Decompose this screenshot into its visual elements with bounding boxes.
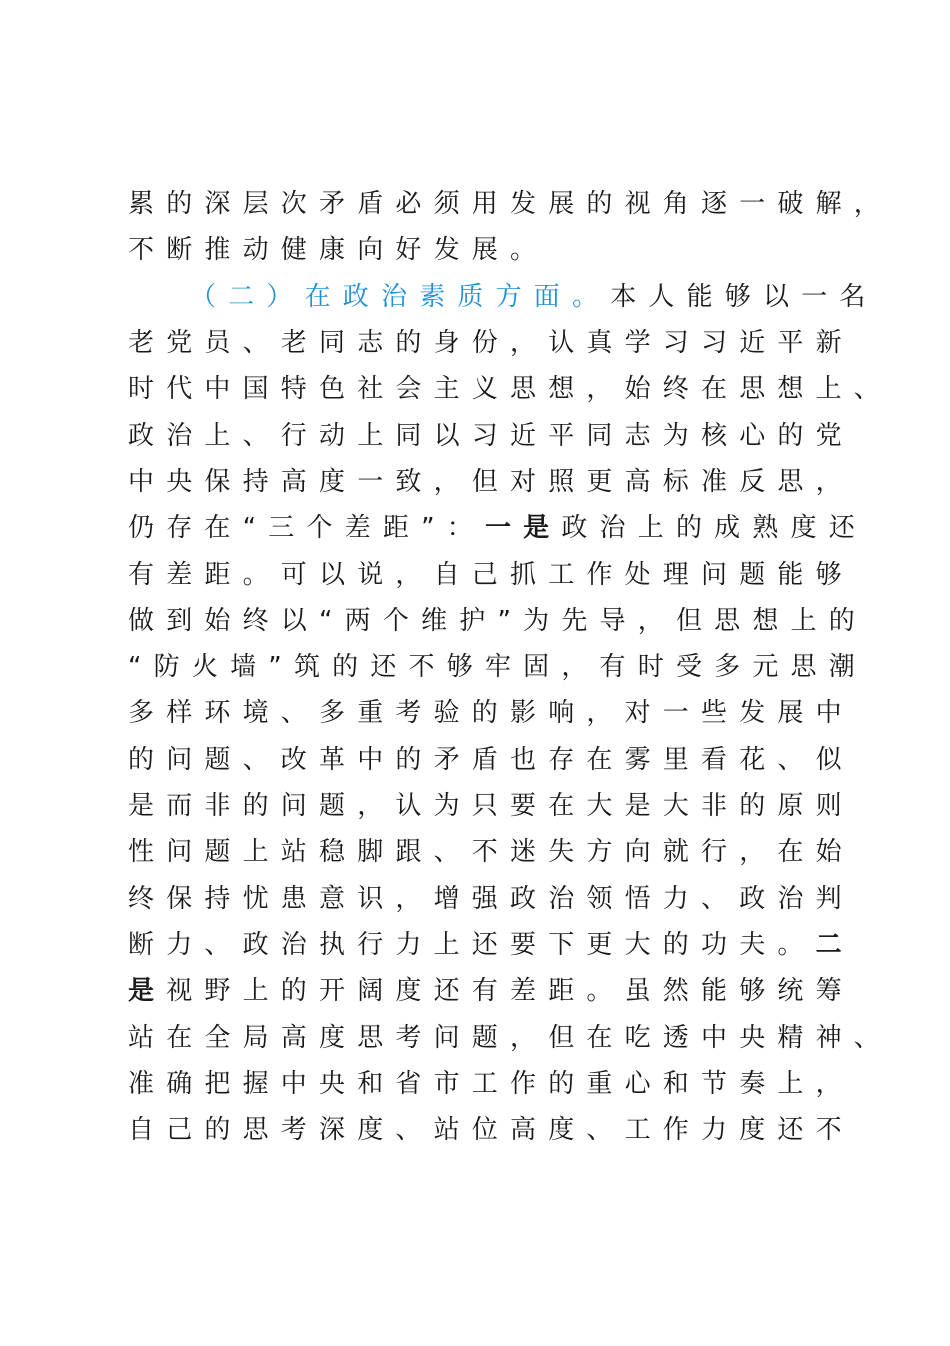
bold-marker: 是 [128, 976, 167, 1006]
line-text: 视野上的开阔度还有差距。虽然能够统筹 [166, 976, 854, 1006]
line-text: 时代中国特色社会主义思想，始终在思想上、 [128, 374, 893, 404]
text-line [128, 323, 854, 363]
text-line [128, 555, 854, 595]
text-line [128, 230, 548, 270]
text-line [128, 184, 892, 224]
line-text: 本人能够以一名 [610, 282, 878, 312]
text-line [128, 601, 867, 641]
line-text: 老党员、老同志的身份，认真学习习近平新 [128, 328, 854, 358]
text-line [128, 369, 892, 409]
line-text: 自己的思考深度、站位高度、工作力度还不 [128, 1115, 854, 1145]
text-line [128, 693, 854, 733]
text-line [128, 1018, 892, 1058]
text-line [128, 971, 854, 1011]
text-line [128, 1110, 854, 1150]
line-text: 性问题上站稳脚跟、不迷失方向就行，在始 [128, 837, 854, 867]
line-text: 断力、政治执行力上还要下更大的功夫。 [128, 930, 816, 960]
line-text: 累的深层次矛盾必须用发展的视角逐一破解， [128, 189, 893, 219]
line-text: 终保持忧患意识，增强政治领悟力、政治判 [128, 884, 854, 914]
text-line [128, 508, 867, 548]
line-text: 政治上、行动上同以习近平同志为核心的党 [128, 421, 854, 451]
line-text: 有差距。可以说，自己抓工作处理问题能够 [128, 560, 854, 590]
text-line [128, 1064, 854, 1104]
text-line [128, 879, 854, 919]
text-line [128, 832, 854, 872]
text-line [128, 647, 867, 687]
line-text: 的问题、改革中的矛盾也存在雾里看花、似 [128, 745, 854, 775]
text-line [128, 416, 854, 456]
text-line [128, 740, 854, 780]
line-text: 准确把握中央和省市工作的重心和节奏上， [128, 1069, 854, 1099]
section-heading: （二）在政治素质方面。 [190, 282, 611, 312]
text-line [128, 786, 854, 826]
text-line [128, 462, 854, 502]
line-text: 是而非的问题，认为只要在大是大非的原则 [128, 791, 854, 821]
bold-marker: 二 [815, 930, 854, 960]
line-text: 仍存在“三个差距”： [128, 513, 485, 543]
line-text: 站在全局高度思考问题，但在吃透中央精神、 [128, 1023, 893, 1053]
line-text: 多样环境、多重考验的影响，对一些发展中 [128, 698, 854, 728]
line-text: “防火墙”筑的还不够牢固，有时受多元思潮 [128, 652, 867, 682]
line-text: 中央保持高度一致，但对照更高标准反思， [128, 467, 854, 497]
section-heading-line [190, 277, 878, 317]
bold-marker: 一是 [484, 513, 562, 543]
text-line [128, 925, 854, 965]
line-text: 政治上的成熟度还 [561, 513, 867, 543]
line-text: 做到始终以“两个维护”为先导，但思想上的 [128, 606, 867, 636]
line-text: 不断推动健康向好发展。 [128, 235, 549, 265]
